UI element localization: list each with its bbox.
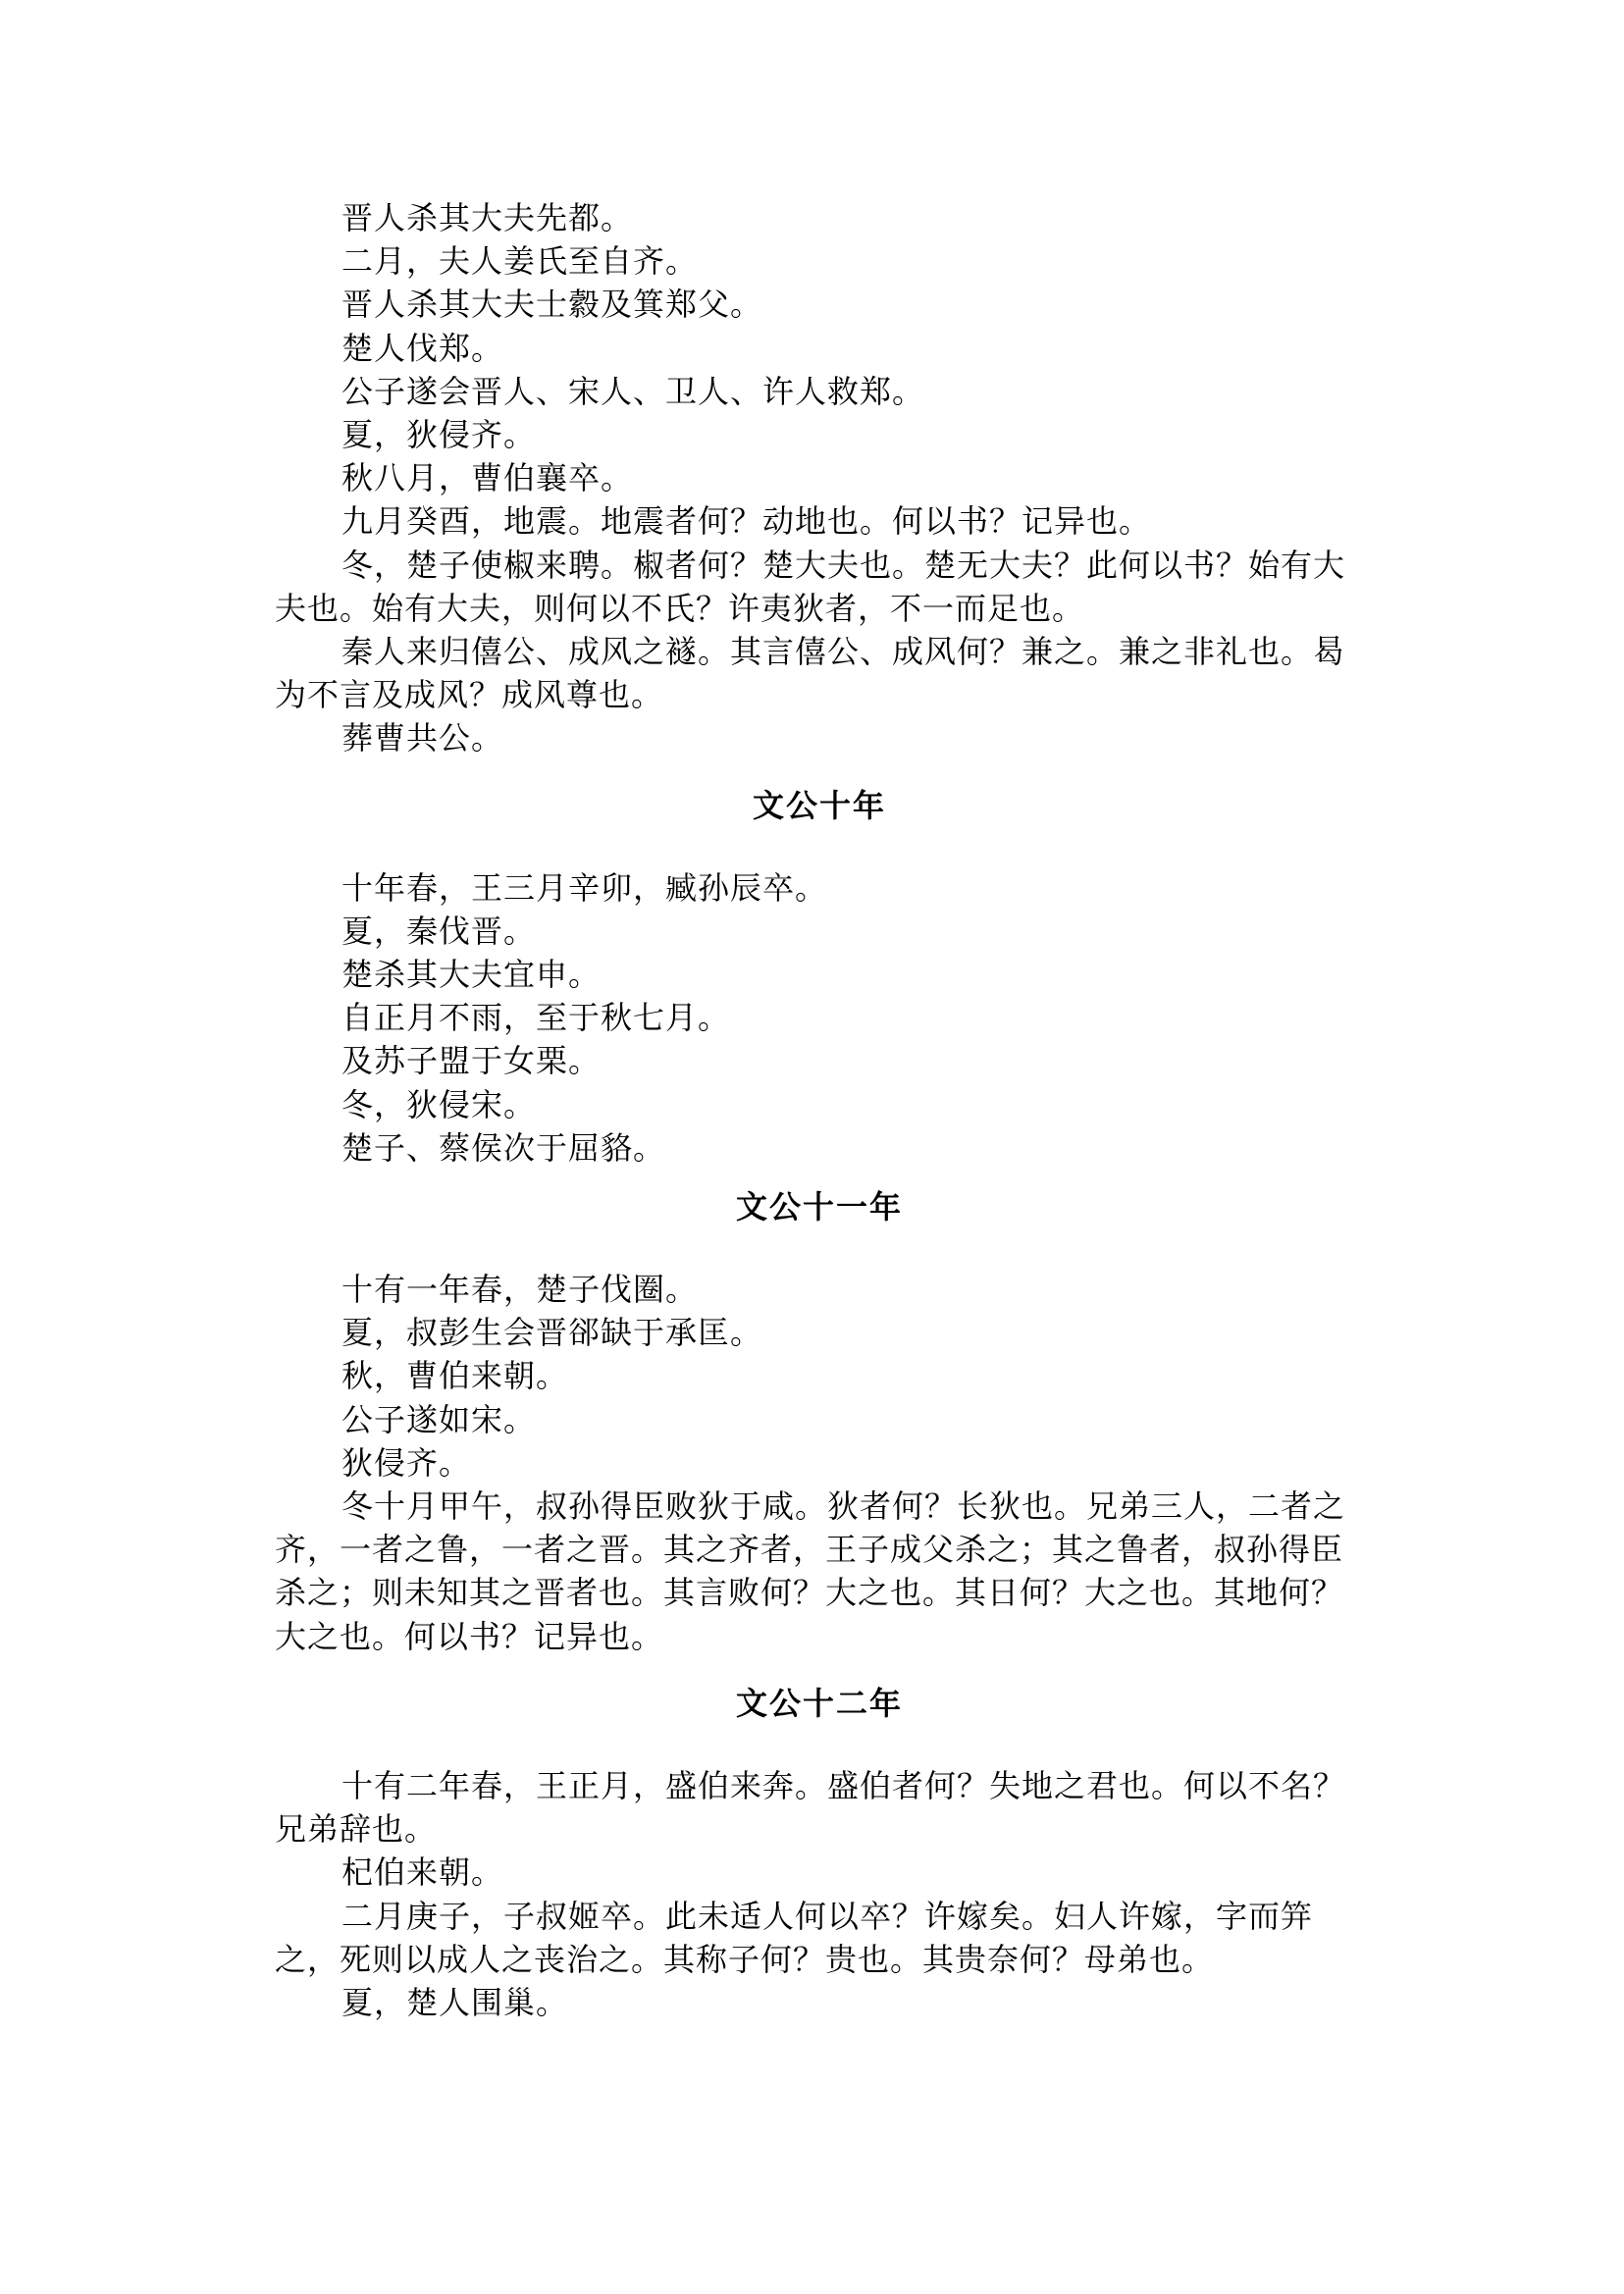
paragraph: 杞伯来朝。 — [341, 1853, 504, 1892]
paragraph: 自正月不雨，至于秋七月。 — [341, 999, 731, 1037]
paragraph: 葬曹共公。 — [341, 719, 504, 757]
paragraph: 冬十月甲午，叔孙得臣败狄于咸。狄者何？长狄也。兄弟三人，二者之齐，一者之鲁，一者之晋。其之齐者，王子成父杀之；其之鲁者，叔孙得臣杀之；则未知其之晋者也。其言败何？大之也。其日何？大之也。其地何？大之也。何以书？记异也。 — [275, 1487, 1346, 1655]
paragraph: 晋人杀其大夫士縠及箕郑父。 — [341, 286, 763, 324]
section-wengong-12 — [275, 1682, 1364, 2024]
paragraph: 及苏子盟于女栗。 — [341, 1042, 602, 1080]
paragraph: 冬，狄侵宋。 — [341, 1085, 537, 1123]
paragraph: 二月庚子，子叔姬卒。此未适人何以卒？许嫁矣。妇人许嫁，字而笄之，死则以成人之丧治之。其称子何？贵也。其贵奈何？母弟也。 — [275, 1897, 1314, 1978]
paragraph: 夏，狄侵齐。 — [341, 416, 537, 454]
paragraph: 秦人来归僖公、成风之襚。其言僖公、成风何？兼之。兼之非礼也。曷为不言及成风？成风尊也。 — [275, 633, 1346, 714]
section-heading: 文公十二年 — [735, 1684, 903, 1722]
paragraph: 狄侵齐。 — [341, 1443, 472, 1482]
paragraph: 夏，秦伐晋。 — [341, 912, 537, 950]
paragraph: 楚人伐郑。 — [341, 329, 504, 367]
paragraph: 楚杀其大夫宜申。 — [341, 956, 602, 994]
paragraph: 十年春，王三月辛卯，臧孙辰卒。 — [341, 868, 828, 907]
paragraph: 夏，楚人围巢。 — [341, 1983, 569, 2021]
paragraph: 冬，楚子使椒来聘。椒者何？楚大夫也。楚无大夫？此何以书？始有大夫也。始有大夫，则何以不氏？许夷狄者，不一而足也。 — [275, 546, 1346, 627]
section-wengong-11 — [275, 1185, 1364, 1658]
paragraph: 秋八月，曹伯襄卒。 — [341, 459, 634, 497]
paragraph: 十有一年春，楚子伐圈。 — [341, 1271, 699, 1309]
paragraph: 公子遂如宋。 — [341, 1400, 537, 1438]
paragraph: 公子遂会晋人、宋人、卫人、许人救郑。 — [341, 372, 925, 410]
section-heading: 文公十一年 — [735, 1188, 903, 1226]
document-body — [275, 196, 1364, 2024]
paragraph: 十有二年春，王正月，盛伯来奔。盛伯者何？失地之君也。何以不名？兄弟辞也。 — [275, 1766, 1346, 1849]
paragraph: 九月癸酉，地震。地震者何？动地也。何以书？记异也。 — [341, 502, 1152, 541]
section-continuation — [275, 196, 1364, 760]
paragraph: 楚子、蔡侯次于屈貉。 — [341, 1128, 666, 1167]
paragraph: 二月，夫人姜氏至自齐。 — [341, 242, 699, 281]
section-heading: 文公十年 — [752, 786, 886, 824]
paragraph: 夏，叔彭生会晋郤缺于承匡。 — [341, 1314, 763, 1352]
section-wengong-10 — [275, 784, 1364, 1170]
paragraph: 秋，曹伯来朝。 — [341, 1357, 569, 1395]
paragraph: 晋人杀其大夫先都。 — [341, 199, 634, 236]
